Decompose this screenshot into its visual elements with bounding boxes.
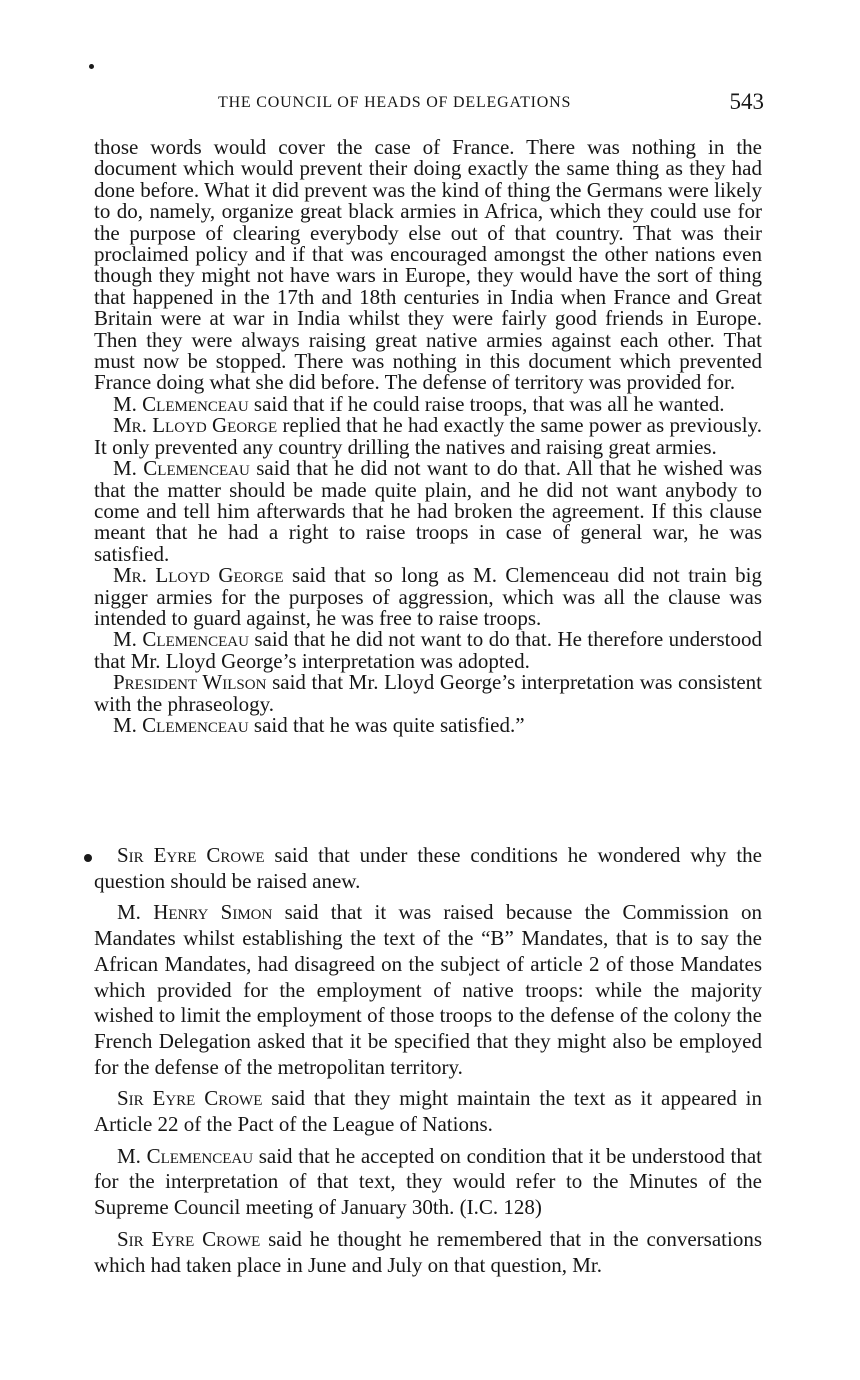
body-paragraph	[94, 1086, 762, 1137]
speaker-name: M. Clemenceau	[113, 391, 249, 416]
quote-paragraph	[94, 137, 762, 394]
speaker-name: Sir Eyre Crowe	[117, 1226, 261, 1251]
paragraph-text: said he thought he remembered that in the conversations which had taken place in June and July on that question, Mr.	[94, 1226, 763, 1277]
paragraph-text: said that under these conditions he wondered why the question should be raised anew.	[94, 843, 763, 893]
body-paragraph	[94, 1144, 762, 1221]
quote-paragraph	[94, 629, 762, 672]
paragraph-text: said that he was quite satisfied.”	[248, 712, 525, 737]
quoted-minutes	[94, 137, 762, 736]
body-paragraph	[94, 843, 762, 894]
paragraph-text: said that he accepted on condition that it be understood that for the interpretation of that text, they would refer to the Minutes of the Supreme Council meeting of January 30th. (I.C. 128)	[94, 1143, 762, 1220]
paragraph-text: said that it was raised because the Commission on Mandates whilst establishing the text of the “B” Mandates, that is to say the African Mandates, had disagreed on the subject of article 2 of those Mandates which provided for the employment of native troops: while the majority wished to limit the employment of those troops to the defense of the colony the French Delegation asked that it be specified that they might also be employed for the defense of the metropolitan territory.	[94, 900, 762, 1079]
quote-paragraph	[94, 415, 762, 458]
page-header	[94, 89, 764, 120]
speaker-name: M. Henry Simon	[117, 900, 273, 925]
paragraph-text: said that he did not want to do that. He therefore understood that Mr. Lloyd George’s interpretation was adopted.	[94, 627, 762, 673]
page-number: 543	[729, 89, 764, 114]
paragraph-text: said that so long as M. Clemenceau did not train big nigger armies for the purposes of aggression, which was all the clause was intended to guard against, he was free to raise troops.	[94, 563, 762, 630]
paragraph-text: replied that he had exactly the same power as previously. It only prevented any country drilling the natives and raising great armies.	[94, 413, 762, 459]
speaker-name: M. Clemenceau	[117, 1143, 254, 1168]
quote-paragraph	[94, 672, 762, 715]
body-paragraph	[94, 1227, 762, 1278]
quote-paragraph	[94, 565, 762, 629]
paragraph-text: said that he did not want to do that. All that he wished was that the matter should be made quite plain, and he did not want anybody to come and tell him afterwards that he had broken the agreement. If this clause meant that he had a right to raise troops in case of general war, he was satisfied.	[94, 456, 763, 566]
speaker-name: M. Clemenceau	[113, 456, 250, 481]
quote-paragraph	[94, 391, 762, 416]
running-head: THE COUNCIL OF HEADS OF DELEGATIONS	[218, 94, 572, 111]
body-text	[94, 843, 762, 1284]
ink-dot-mark	[89, 64, 94, 69]
quote-paragraph	[94, 458, 762, 565]
paragraph-text: said that Mr. Lloyd George’s interpretation was consistent with the phraseology.	[94, 670, 763, 716]
margin-dot-mark	[84, 854, 92, 862]
paragraph-text: said that if he could raise troops, that was all he wanted.	[248, 391, 725, 416]
quote-paragraph	[94, 712, 762, 737]
speaker-name: M. Clemenceau	[113, 712, 249, 737]
speaker-name: Mr. Lloyd George	[113, 563, 284, 588]
paragraph-text: those words would cover the case of France. There was nothing in the document which would prevent their doing exactly the same thing as they had done before. What it did prevent was the kind of thing the Germans were likely to do, namely, organize great black armies in Africa, which they could use for the purpose of clearing everybody else out of that country. That was their proclaimed policy and if that was encouraged amongst the other nations even though they might not have wars in Europe, they would have the sort of thing that happened in the 17th and 18th centuries in India when France and Great Britain were at war in India whilst they were fairly good friends in Europe. Then they were always raising great native armies against each other. That must now be stopped. There was nothing in this document which prevented France doing what she did before. The defense of territory was provided for.	[94, 135, 762, 395]
speaker-name: Mr. Lloyd George	[113, 413, 278, 438]
speaker-name: Sir Eyre Crowe	[117, 843, 265, 867]
speaker-name: President Wilson	[113, 670, 267, 695]
speaker-name: M. Clemenceau	[113, 627, 249, 652]
body-paragraph	[94, 900, 762, 1080]
speaker-name: Sir Eyre Crowe	[117, 1086, 263, 1111]
paragraph-text: said that they might maintain the text as it appeared in Article 22 of the Pact of the League of Nations.	[94, 1086, 763, 1137]
